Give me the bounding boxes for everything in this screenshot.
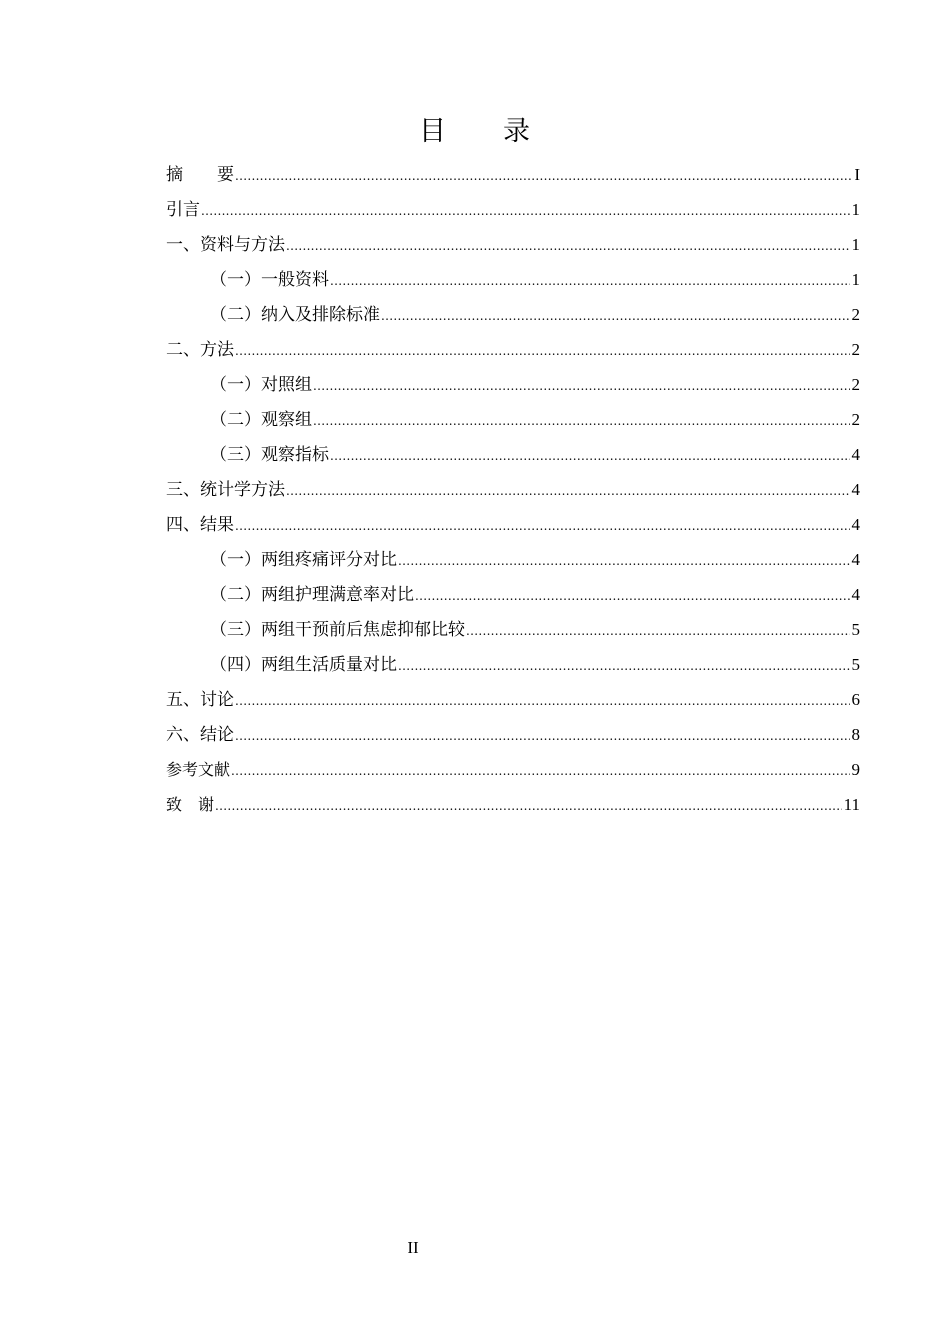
toc-entry-discussion[interactable] <box>166 682 860 717</box>
toc-entry-anxiety-depression[interactable] <box>166 612 860 647</box>
toc-dot-leader <box>330 264 850 299</box>
toc-entry-label: 五、讨论 <box>166 690 234 710</box>
toc-entry-page: 2 <box>851 375 860 394</box>
toc-entry-page: 11 <box>843 795 860 814</box>
toc-entry-label: （一）对照组 <box>210 375 312 395</box>
toc-entry-label: （四）两组生活质量对比 <box>210 655 397 675</box>
toc-dot-leader <box>330 439 850 474</box>
toc-entry-label: （一）一般资料 <box>210 270 329 290</box>
toc-entry-label: 六、结论 <box>166 725 234 745</box>
toc-dot-leader <box>286 474 850 509</box>
toc-dot-leader <box>381 299 850 334</box>
toc-entry-general-data[interactable] <box>166 262 860 297</box>
toc-entry-methods[interactable] <box>166 332 860 367</box>
toc-entry-page: 4 <box>851 585 860 604</box>
toc-entry-materials-methods[interactable] <box>166 227 860 262</box>
toc-entry-page: 5 <box>851 655 860 674</box>
toc-dot-leader <box>235 719 850 754</box>
toc-entry-label: 二、方法 <box>166 340 234 360</box>
toc-dot-leader <box>235 684 850 719</box>
toc-dot-leader <box>313 404 850 439</box>
toc-entry-pain-score[interactable] <box>166 542 860 577</box>
toc-entry-observation-group[interactable] <box>166 402 860 437</box>
toc-dot-leader <box>398 544 850 579</box>
toc-entry-page: 4 <box>851 550 860 569</box>
toc-entry-acknowledgements[interactable] <box>166 787 860 822</box>
toc-entry-label: 致 谢 <box>166 795 215 814</box>
toc-entry-page: 4 <box>851 445 860 464</box>
toc-entry-abstract[interactable] <box>166 157 860 192</box>
toc-entry-label: （一）两组疼痛评分对比 <box>210 550 397 570</box>
toc-dot-leader <box>201 194 850 229</box>
toc-entry-label: （三）两组干预前后焦虑抑郁比较 <box>210 620 465 640</box>
toc-entry-observation-indicators[interactable] <box>166 437 860 472</box>
toc-entry-page: 9 <box>851 760 860 779</box>
toc-dot-leader <box>415 579 850 614</box>
toc-entry-page: I <box>854 165 860 184</box>
toc-dot-leader <box>215 789 842 824</box>
toc-entry-quality-of-life[interactable] <box>166 647 860 682</box>
toc-dot-leader <box>466 614 850 649</box>
page-number: II <box>407 1238 419 1257</box>
toc-entry-conclusion[interactable] <box>166 717 860 752</box>
toc-entry-introduction[interactable] <box>166 192 860 227</box>
toc-entry-page: 1 <box>851 200 860 219</box>
toc-entry-label: （二）观察组 <box>210 410 312 430</box>
toc-entry-label: （二）两组护理满意率对比 <box>210 585 414 605</box>
toc-entry-page: 4 <box>851 515 860 534</box>
toc-entry-label: 摘 要 <box>166 165 234 185</box>
toc-dot-leader <box>286 229 850 264</box>
toc-entry-label: 引言 <box>166 200 200 220</box>
toc-entry-label: 参考文献 <box>166 760 231 779</box>
toc-entry-control-group[interactable] <box>166 367 860 402</box>
toc-list <box>166 157 860 822</box>
toc-entry-page: 2 <box>851 305 860 324</box>
toc-dot-leader <box>235 509 850 544</box>
toc-entry-label: 三、统计学方法 <box>166 480 285 500</box>
toc-dot-leader <box>313 369 850 404</box>
toc-entry-label: （二）纳入及排除标准 <box>210 305 380 325</box>
toc-entry-statistical-methods[interactable] <box>166 472 860 507</box>
toc-entry-page: 4 <box>851 480 860 499</box>
toc-dot-leader <box>231 754 849 789</box>
toc-entry-inclusion-exclusion[interactable] <box>166 297 860 332</box>
toc-entry-label: （三）观察指标 <box>210 445 329 465</box>
toc-entry-page: 6 <box>851 690 860 709</box>
toc-title: 目 录 <box>419 116 531 147</box>
toc-entry-page: 1 <box>851 235 860 254</box>
toc-entry-label: 一、资料与方法 <box>166 235 285 255</box>
toc-dot-leader <box>235 159 852 194</box>
toc-entry-nursing-satisfaction[interactable] <box>166 577 860 612</box>
toc-entry-page: 1 <box>851 270 860 289</box>
toc-dot-leader <box>235 334 850 369</box>
toc-dot-leader <box>398 649 850 684</box>
toc-entry-page: 8 <box>851 725 860 744</box>
toc-entry-label: 四、结果 <box>166 515 234 535</box>
toc-entry-page: 5 <box>851 620 860 639</box>
toc-entry-results[interactable] <box>166 507 860 542</box>
toc-entry-page: 2 <box>851 340 860 359</box>
toc-entry-references[interactable] <box>166 752 860 787</box>
toc-entry-page: 2 <box>851 410 860 429</box>
